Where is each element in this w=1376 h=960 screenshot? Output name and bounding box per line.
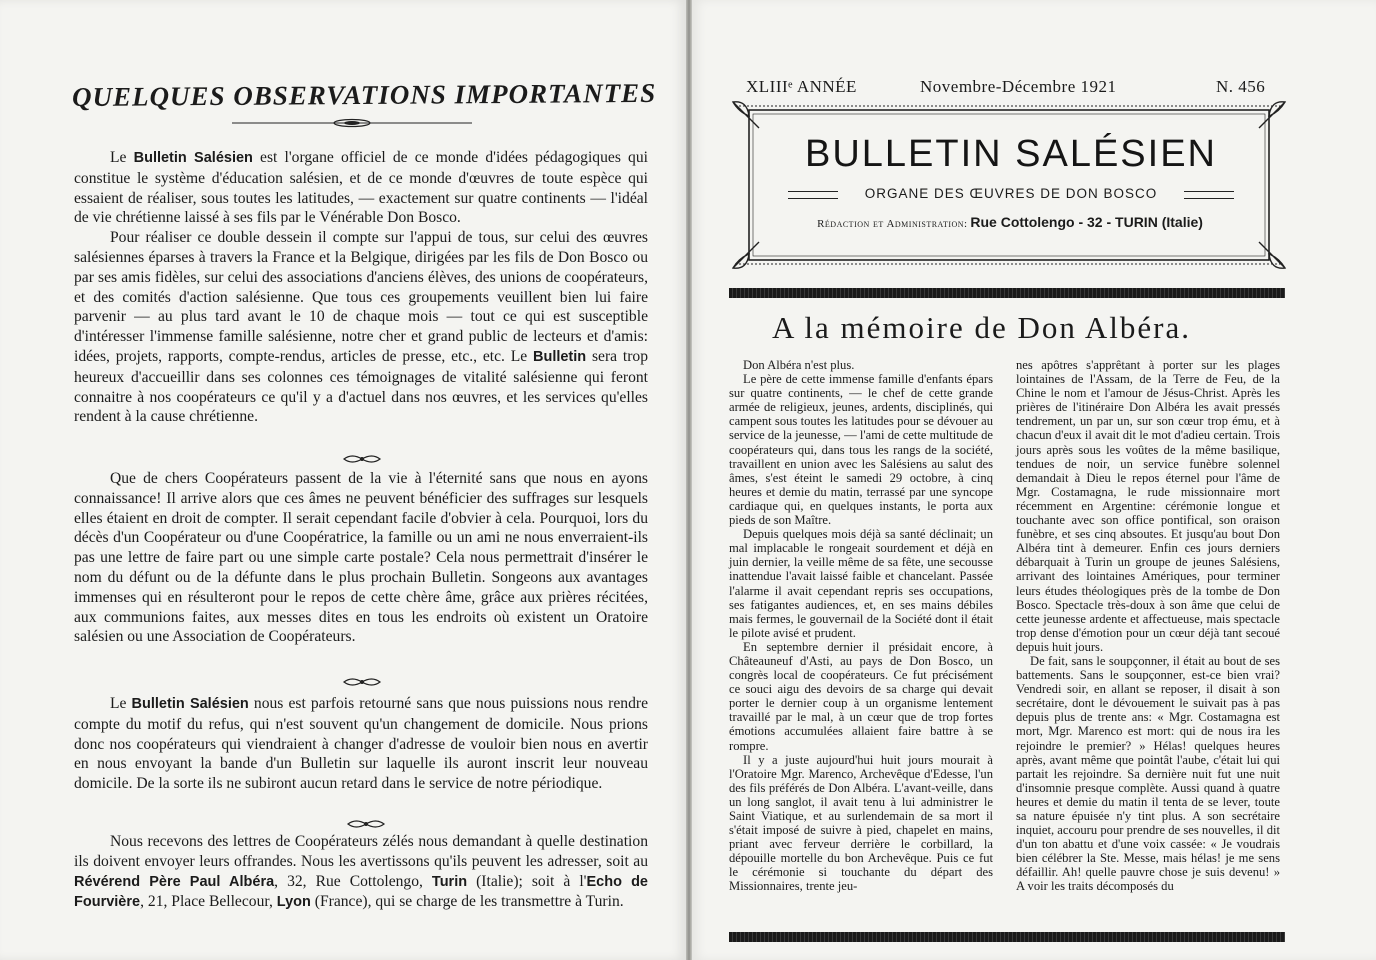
bold-run: Bulletin xyxy=(532,348,587,365)
issue-number: N. 456 xyxy=(1216,77,1266,96)
article-paragraph: Don Albéra n'est plus. xyxy=(743,358,855,372)
bold-run: Révérend Père Paul Albéra xyxy=(74,873,275,890)
text-run: (Italie); soit à l' xyxy=(467,872,587,890)
paragraph-bulletin-intro xyxy=(74,148,648,228)
article-paragraph: En septembre dernier il présidait encore, à Châteauneuf d'Asti, au pays de Don Bosco, un congrès local de coopérateurs. Ce fut précisément ce souci aigu des devoirs de sa charge qui devait porter le dernier coup à un organisme lentement travaillé par le mal, à un cœur que de trop fortes émotions accumulées allaient faire battre à se rompre. xyxy=(729,639,993,753)
text-run: nous est parfois retourné sans que nous puissions nous rendre compte du motif du refus, qui n'est souvent qu'un changement de domicile. Nous prions donc nos coopérateurs qui viendraient à changer d'adresse de vouloir bien nous en avertir en nous envoyant la bande d'un Bulletin sur laquelle ils auront inscrit leur nouveau domicile. De la sorte ils ne subiront aucun retard dans le service de notre périodique. xyxy=(74,695,648,793)
bold-run: Echo de Fourvière xyxy=(74,873,648,911)
bold-run: Bulletin Salésien xyxy=(133,150,253,166)
article-column-1 xyxy=(729,358,993,894)
publication-subtitle-row xyxy=(788,186,1234,206)
text-run: est l'organe officiel de ce monde d'idées pédagogiques qui constitue le système d'éducation salésien, et de ce monde d'œuvres de toute espèce qui essaient de réaliser, sous toutes les latitudes, — exactement sur quatre continents — l'idéal de vie chrétienne laissé à ses fils par le Vénérable Don Bosco. xyxy=(74,149,648,227)
page-title: QUELQUES OBSERVATIONS IMPORTANTES xyxy=(71,77,657,112)
publication-subtitle: ORGANE DES ŒUVRES DE DON BOSCO xyxy=(864,186,1158,201)
bold-run: Lyon xyxy=(276,894,311,911)
text-run: Le xyxy=(110,149,134,166)
title-ornament-rule xyxy=(232,117,472,129)
address-label: Rédaction et Administration: xyxy=(817,218,968,230)
editorial-address xyxy=(750,214,1270,230)
bold-run: Bulletin Salésien xyxy=(131,696,249,712)
observations-text xyxy=(74,694,648,794)
masthead-frame xyxy=(729,98,1289,272)
paragraph-offerings xyxy=(74,832,648,913)
text-run: , 21, Place Bellecour, xyxy=(140,893,277,911)
article-paragraph: De fait, sans le soupçonner, il était au bout de ses battements. Sans le soupçonner, est-ce bien vrai? Vendredi soir, en allant se reposer, il disait à son secrétaire, dont le dévouement le suivait pas à pas depuis plus de trente ans: « Mgr. Costamagna est mort, Mgr. Marenco est mort: qui de nous ira les rejoindre le premier? » Hélas! quelques heures après, avant même que pointât l'aube, c'était lui qui partait les rejoindre. Sa dernière nuit fut une nuit d'insomnie presque complète. Aussi quand à quatre heures et demie du matin il tenta de se lever, toute sa nature épuisée n'y tint plus. A son secrétaire inquiet, accouru pour prendre de ses nouvelles, il dit d'un ton abattu et d'une voix cassée: « Je voudrais bien célébrer la Ste. Messe, mais hélas! je me sens défaillir. Ah! quelle pauvre chose je suis devenu! » A voir les traits décomposés du xyxy=(1016,653,1280,894)
black-rule-bottom xyxy=(729,932,1285,942)
observations-text xyxy=(74,148,648,427)
text-run: Nous recevons des lettres de Coopérateurs zélés nous demandant à quelle destination ils doivent envoyer leurs offrandes. Nous les avertissons qu'ils peuvent les adresser, soit au xyxy=(74,833,648,870)
text-run: Le xyxy=(110,695,132,712)
observations-text xyxy=(74,469,648,647)
divider-ornament xyxy=(342,676,382,688)
black-rule-top xyxy=(729,288,1285,298)
subtitle-rule-right xyxy=(1184,191,1234,199)
left-page xyxy=(0,0,686,960)
right-page xyxy=(692,0,1376,960)
article-paragraph: Il y a juste aujourd'hui huit jours mourait à l'Oratoire Mgr. Marenco, Archevêque d'Edesse, l'un des fils préférés de Don Albéra. L'avant-veille, dans un long sanglot, il avait tenu à lui administrer le Saint Viatique, et au surlendemain de sa mort il s'était imposé de suivre à pied, chapelet en mains, priant avec ferveur derrière le corbillard, la dépouille mortelle du bon Archevêque. Puis ce fut le cérémonie si touchante du départ des Missionnaires, trente jeu- xyxy=(729,752,993,894)
address-value: Rue Cottolengo - 32 - TURIN (Italie) xyxy=(970,214,1203,230)
text-run: (France), qui se charge de les transmettre à Turin. xyxy=(310,893,624,911)
article-paragraph: Le père de cette immense famille d'enfants épars sur quatre continents, — le chef de cette grande armée de religieux, jeunes, ardents, disciplinés, qui campent sous toutes les latitudes pour se dévouer au service de la jeunesse, — l'ami de cette multitude de coopérateurs qui, dans tous les rangs de la société, travaillent en union avec les Salésiens au salut des âmes, s'est éteint le samedi 29 octobre, à cinq heures et demie du matin, terrassé par une syncope cardiaque qui, en quelques instants, le porta aux pieds de son Maître. xyxy=(729,372,993,528)
text-run: , 32, Rue Cottolengo, xyxy=(274,872,432,890)
observations-text xyxy=(74,832,648,913)
divider-ornament xyxy=(342,453,382,465)
issue-date: Novembre-Décembre 1921 xyxy=(920,77,1117,96)
paragraph-deceased: Que de chers Coopérateurs passent de la vie à l'éternité sans que nous en ayons connaissance! Il arrive alors que ces âmes ne peuvent bénéficier des suffrages sur lesquels elles étaient en droit de compter. Il serait cependant facile d'obvier à cela. Pourquoi, lors du décès d'un Coopérateur ou d'une Coopératrice, la famille ou un ami ne nous enverraient-ils pas une lettre de faire part ou une simple carte postale? Cela nous permettrait d'insérer le nom du défunt ou de la défunte dans le plus prochain Bulletin. Songeons aux avantages immenses qui en résulteront pour le repos de cette chère âme, grâce aux prières récitées, aux communions faites, aux messes dites en tous les endroits où existent un Oratoire salésien ou une Association de Coopérateurs. xyxy=(74,470,648,646)
paragraph-address-change xyxy=(74,694,648,794)
article-title: A la mémoire de Don Albéra. xyxy=(772,310,1192,345)
article-paragraph: Depuis quelques mois déjà sa santé déclinait; un mal implacable le rongeait sourdement et déjà en juin dernier, la veille même de sa fête, une secousse inattendue l'avait laissé faible et chancelant. Passée l'alarme il avait cependant repris ses occupations, ses fatigantes audiences, et, en ses mains débiles mais fermes, le gouvernail de la Société dont il était le pilote avisé et prudent. xyxy=(729,527,993,640)
article-paragraph: nes apôtres s'apprêtant à porter sur les plages lointaines de l'Assam, de la Terre de Feu, de la Chine le nom et l'amour de Jésus-Christ. Après les prières de l'itinéraire Don Albéra les avait pressés tendrement, un par un, sur son cœur trop ému, et à chacun d'eux il avait dit le mot d'adieu certain. Trois jours après sous les voûtes de la même basilique, tendues de noir, un service funèbre solennel demandait à Dieu le repos éternel pour l'âme de Mgr. Costamagna, le rude missionnaire mort récemment en Argentine: cérémonie longue et touchante avec son office pontifical, son oraison funèbre, et ses cinq absoutes. Et jusqu'au bout Don Albéra tint à demeurer. Enfin ces jours derniers débarquait à Turin un groupe de jeunes Salésiens, arrivant des lointaines Amériques, pour terminer leurs études théologiques près de la tombe de Don Bosco. Spectacle très-doux à son âme que celui de cette jeunesse ardente et affectueuse, mais spectacle trop dense d'émotion pour un cœur déjà tant secoué depuis huit jours. xyxy=(1016,358,1280,654)
volume-year: XLIIIᵉ ANNÉE xyxy=(746,77,857,96)
paragraph-support xyxy=(74,228,648,427)
divider-ornament xyxy=(346,818,386,830)
article-column-2 xyxy=(1016,358,1280,894)
text-run: sera trop heureux d'accueillir dans ses colonnes ces témoignages de vitalité salésienne qui feront connaitre à nos coopérateurs ce qu'il y a d'actuel dans nos œuvres, et les services qu'elles rendent à la cause chrétienne. xyxy=(74,347,648,426)
text-run: Pour réaliser ce double dessein il compte sur l'appui de tous, sur celui des œuvres salésiennes éparses à travers la France et la Belgique, dirigées par les fils de Don Bosco ou par ses amis fidèles, sur celui des associations d'anciens élèves, des unions de coopérateurs, et des comités d'action salésienne. Que tous ces groupements veuillent bien lui faire parvenir — au plus tard avant le 10 de chaque mois — tout ce qui est susceptible d'intéresser l'immense famille salésienne, notre cher et grand public de lecteurs et d'amis: idées, projets, rapports, compte-rendus, articles de presse, etc., etc. Le xyxy=(74,229,648,365)
publication-title: BULLETIN SALÉSIEN xyxy=(804,133,1218,175)
bold-run: Turin xyxy=(431,873,468,890)
